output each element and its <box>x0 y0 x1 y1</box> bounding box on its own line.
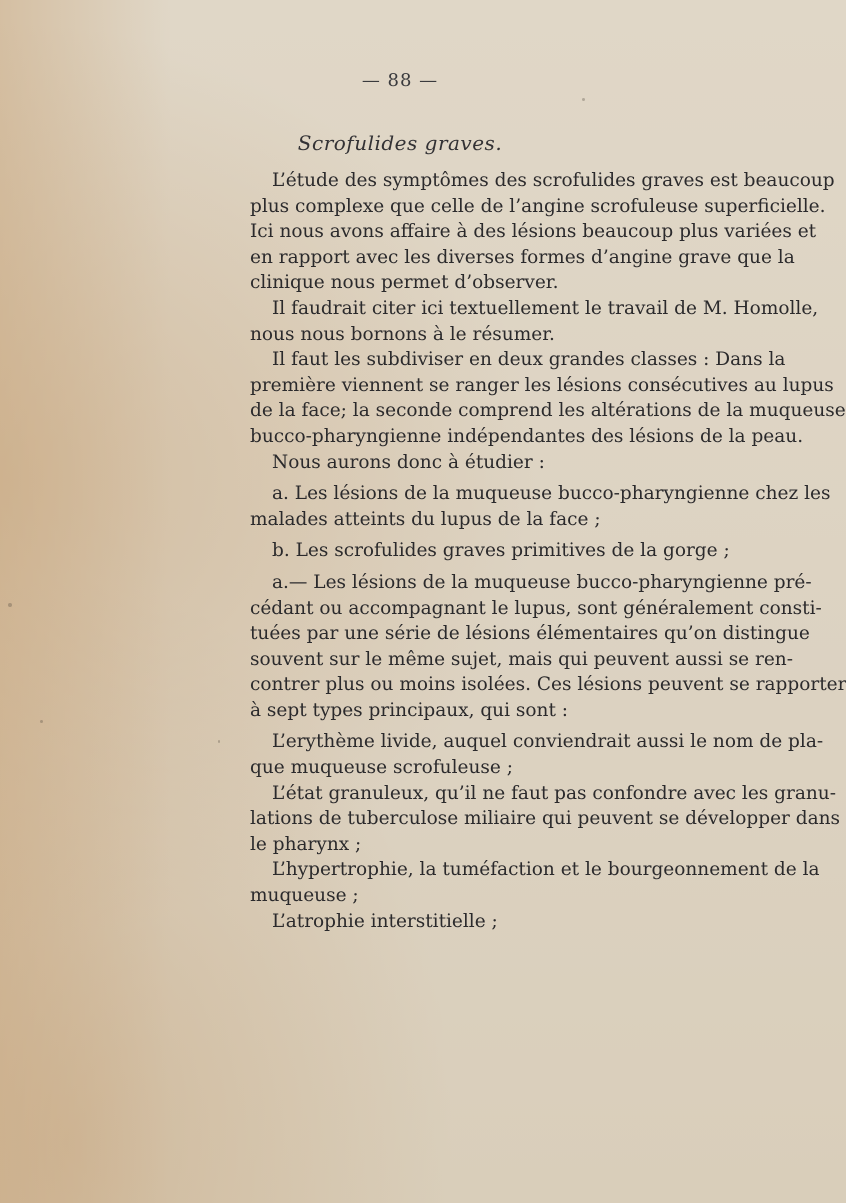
text-line: L’état granuleux, qu’il ne faut pas confondre avec les granu- <box>272 782 836 804</box>
text-line: L’étude des symptômes des scrofulides graves est beaucoup <box>272 170 835 191</box>
text-line: L’erythème livide, auquel conviendrait aussi le nom de pla- <box>272 731 824 753</box>
text-line: lations de tuberculose miliaire qui peuvent se développer dans <box>250 808 841 830</box>
text-line: L’hypertrophie, la tuméfaction et le bourgeonnement de la <box>272 859 820 881</box>
text-line: souvent sur le même sujet, mais qui peuvent aussi se ren- <box>250 648 793 670</box>
text-line: le pharynx ; <box>250 833 362 855</box>
text-line: malades atteints du lupus de la face ; <box>250 508 601 530</box>
section-heading: Scrofulides graves. <box>297 131 503 155</box>
text-line: première viennent se ranger les lésions consécutives au lupus <box>250 374 834 396</box>
paper-fleck <box>40 720 43 723</box>
text-line: à sept types principaux, qui sont : <box>250 699 568 721</box>
text-line: muqueuse ; <box>250 885 359 907</box>
text-line: en rapport avec les diverses formes d’angine grave que la <box>250 246 795 268</box>
text-line: a. Les lésions de la muqueuse bucco-pharyngienne chez les <box>272 483 831 505</box>
paper-fleck <box>218 740 220 743</box>
text-line: clinique nous permet d’observer. <box>250 272 559 294</box>
text-line: contrer plus ou moins isolées. Ces lésions peuvent se rapporter <box>250 674 846 696</box>
text-line: cédant ou accompagnant le lupus, sont généralement consti- <box>250 597 822 619</box>
paper-fleck <box>582 98 585 101</box>
text-line: nous nous bornons à le résumer. <box>250 323 555 345</box>
paper-fleck <box>8 603 12 607</box>
text-line: Nous aurons donc à étudier : <box>272 451 545 473</box>
text-line: Il faut les subdiviser en deux grandes classes : Dans la <box>272 349 786 371</box>
text-line: bucco-pharyngienne indépendantes des lésions de la peau. <box>250 425 804 447</box>
page-number: — 88 — <box>361 70 439 91</box>
text-line: Ici nous avons affaire à des lésions beaucoup plus variées et <box>250 221 817 243</box>
text-line: Il faudrait citer ici textuellement le travail de M. Homolle, <box>272 297 819 319</box>
text-line: plus complexe que celle de l’angine scrofuleuse superficielle. <box>250 195 826 217</box>
text-line: tuées par une série de lésions élémentaires qu’on distingue <box>250 623 810 645</box>
body-text <box>250 168 846 934</box>
text-line: que muqueuse scrofuleuse ; <box>250 757 513 779</box>
text-line: b. Les scrofulides graves primitives de la gorge ; <box>272 540 730 562</box>
text-line: L’atrophie interstitielle ; <box>272 910 498 932</box>
text-line: de la face; la seconde comprend les altérations de la muqueuse <box>250 400 846 422</box>
text-line: a.— Les lésions de la muqueuse bucco-pharyngienne pré- <box>272 571 812 593</box>
